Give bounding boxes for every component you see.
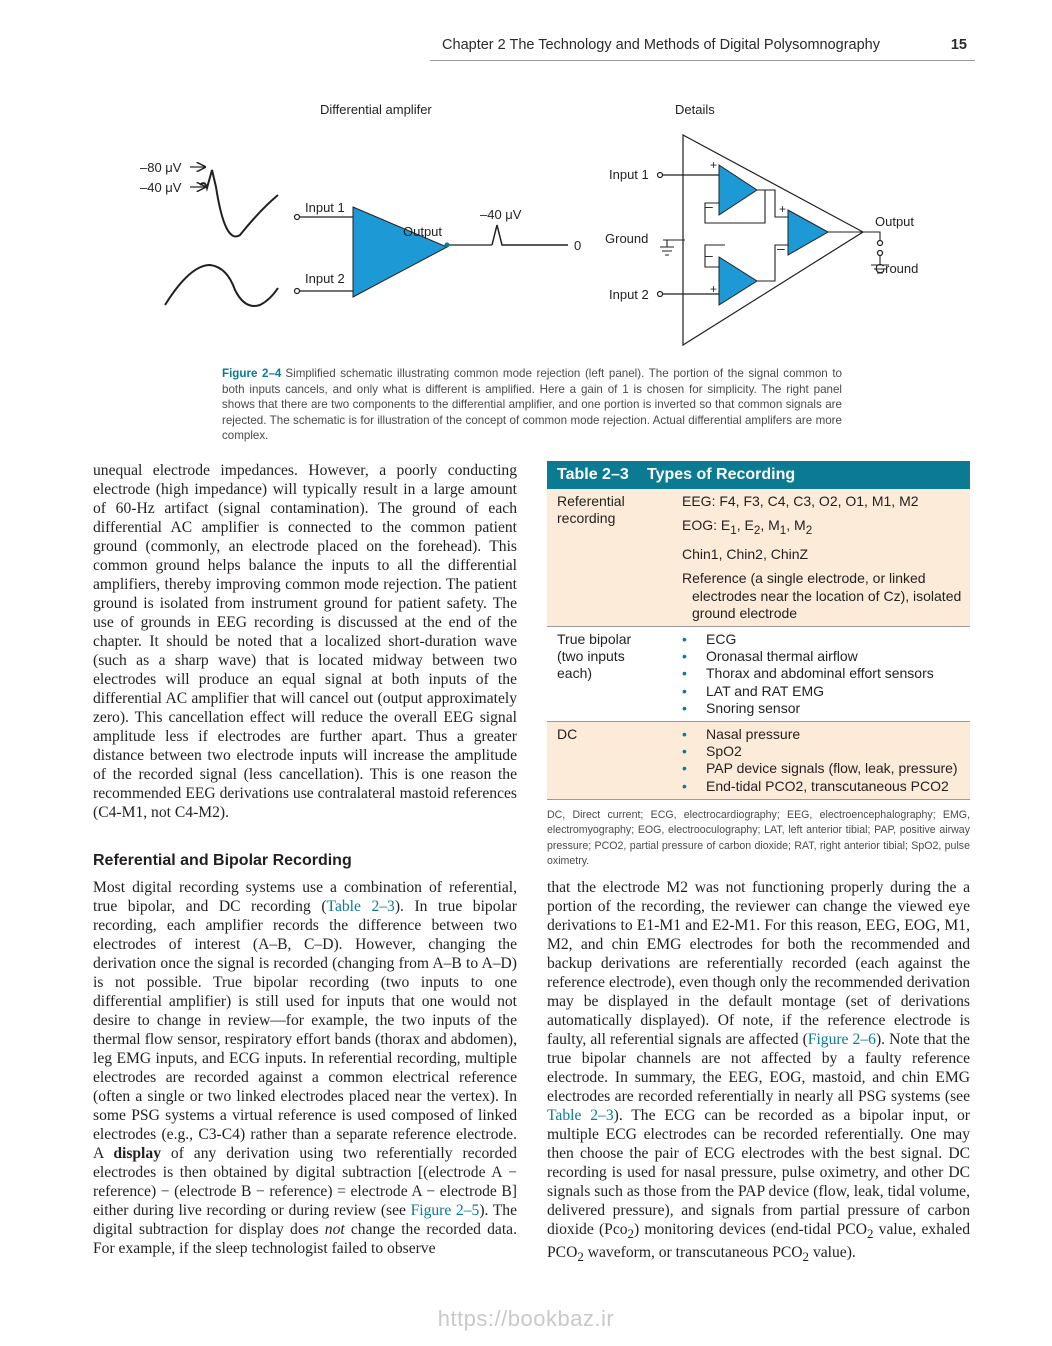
left-output-label: Output: [403, 224, 443, 239]
table-title: Types of Recording: [647, 466, 796, 483]
body-paragraph: Most digital recording systems use a combination of referential, true bipolar, and DC recording (Table 2–3). In true bipolar recording, each amplifier records the difference between two electrodes of interest (A–B, C–D). However, changing the derivation once the signal is recorded (changing from A–B to A–D) is not possible. True bipolar recording (two inputs to one differential amplifier) is still used for inputs that one would not desire to change in review—for example, the two inputs of the thermal flow sensor, respiratory effort bands (thorax and abdomen), leg EMG inputs, and ECG inputs. In referential recording, multiple electrodes are recorded against a common electrical reference (often a single or two linked electrodes placed near the vertex). In some PSG systems a virtual reference is used composed of linked electrodes (e.g., C3-C4) rather than a separate reference electrode. A display of any derivation using two referentially recorded electrodes is then obtained by digital subtraction [(electrode A − reference) − (electrode B − reference) = electrode A − electrode B] either during live recording or during review (see Figure 2–5). The digital subtraction for display does not change the recorded data. For example, if the sleep technologist failed to observe: [93, 879, 517, 1257]
figure-2-4: [135, 95, 935, 355]
plus-sign-bottom: +: [710, 282, 718, 296]
detail-output-label: Output: [875, 214, 915, 229]
internal-ground-symbol: [660, 240, 674, 255]
left-panel-title: Differential amplifer: [320, 102, 432, 117]
running-header: [430, 35, 975, 59]
list-item: • Thorax and abdominal effort sensors: [682, 665, 962, 682]
inner-amp-bottom: [719, 257, 757, 305]
table-reference-link[interactable]: Table 2–3: [326, 898, 395, 915]
table-row-referential: [547, 489, 970, 626]
list-item: • Snoring sensor: [682, 700, 962, 717]
row-label: Referential recording: [557, 493, 625, 527]
section-heading: Referential and Bipolar Recording: [93, 852, 352, 869]
detail-input2-terminal: [658, 292, 663, 297]
table-reference-link[interactable]: Table 2–3: [547, 1107, 614, 1124]
list-item: • End-tidal PCO2, transcutaneous PCO2: [682, 778, 962, 795]
output-amplitude-label: –40 μV: [480, 207, 522, 222]
chapter-title: Chapter 2 The Technology and Methods of Digital Polysomnography: [442, 37, 880, 53]
table-number: Table 2–3: [557, 466, 629, 483]
list-item: • PAP device signals (flow, leak, pressure): [682, 760, 962, 777]
left-output-terminal: [445, 243, 450, 248]
figure-caption-text: Simplified schematic illustrating common mode rejection (left panel). The portion of the signal common to both inputs cancels, and only what is different is amplified. Here a gain of 1 is chosen for simplicity. The right panel shows that there are two components to the differential amplifier, and one portion is inverted so that common signals are rejected. The schematic is for illustration of the concept of common mode rejection. Actual differential amplifers are more complex.: [222, 367, 842, 443]
left-input1-label: Input 1: [305, 200, 345, 215]
right-panel-title: Details: [675, 102, 715, 117]
row-label: DC: [557, 726, 578, 743]
list-item: • Oronasal thermal airflow: [682, 648, 962, 665]
table-2-3: [547, 461, 970, 870]
minus-sign-top: –: [705, 198, 713, 214]
detail-ground-terminal: [878, 251, 883, 256]
table-footnote: DC, Direct current; ECG, electrocardiography; EEG, electroencephalography; EMG, electromyography; EOG, electrooculography; LAT, left anterior tibial; PAP, positive airway pressure; PCO2, partial pressure of carbon dioxide; RAT, right anterior tibial; SpO2, pulse oximetry.: [547, 808, 970, 868]
detail-input2-label: Input 2: [609, 287, 649, 302]
inner-amp-final: [788, 210, 828, 255]
list-item: • Nasal pressure: [682, 726, 962, 743]
cell-eog: EOG: $E_1$, $E_2$, $M_1$, $M_2$: [682, 517, 813, 537]
table-title-bar: [547, 461, 970, 489]
left-column-bottom: [93, 878, 517, 1258]
minus-sign-final: –: [777, 240, 785, 256]
detail-input1-label: Input 1: [609, 167, 649, 182]
detail-ground-label: Ground: [605, 231, 649, 246]
inner-amp-top: [719, 165, 757, 215]
figure-label: Figure 2–4: [222, 367, 282, 380]
detail-input1-terminal: [658, 173, 663, 178]
output-zero-label: 0: [574, 238, 582, 253]
body-paragraph: unequal electrode impedances. However, a poorly conducting electrode (high impedance) will typically result in a large amount of 60-Hz artifact (signal contamination). The ground of each differential AC amplifier is connected to the common patient ground (commonly, an electrode placed on the forehead). This common ground helps balance the inputs to all the differential amplifiers, thereby improving common mode rejection. The patient ground is isolated from instrument ground for patient safety. The use of grounds in EEG recording is discussed at the end of the chapter. It should be noted that a localized short-duration wave (such as a sharp wave) that is located midway between two electrodes will produce an equal signal at both inputs of the differential AC amplifier that will cancel out (output approximately zero). This cancellation effect will reduce the overall EEG signal amplitude less if electrodes are further apart. Thus a greater distance between two electrode inputs will increase the amplitude of the recorded signal (less cancellation). This is one reason the recommended EEG derivations use contralateral mastoid references (C4-M1, not C4-M2).: [93, 462, 517, 821]
right-column-bottom: [547, 878, 970, 1266]
output-waveform: [492, 225, 568, 245]
row-label: True bipolar (two inputs each): [557, 631, 632, 682]
list-item: • LAT and RAT EMG: [682, 683, 962, 700]
label-minus40: –40 μV: [140, 180, 182, 195]
detail-ground-out-label: Ground: [875, 261, 919, 276]
detail-output-terminal: [878, 241, 883, 246]
left-input2-terminal: [295, 289, 300, 294]
plus-sign-top: +: [710, 158, 718, 172]
list-item: • SpO2: [682, 743, 962, 760]
left-input2-label: Input 2: [305, 271, 345, 286]
page-number: 15: [950, 37, 967, 53]
bottom-input-waveform: [165, 265, 278, 306]
left-input1-terminal: [295, 215, 300, 220]
minus-sign-bottom: –: [705, 247, 713, 263]
cell-chin: Chin1, Chin2, ChinZ: [682, 546, 809, 563]
top-input-waveform: [200, 170, 278, 236]
cell-eeg: EEG: F4, F3, C4, C3, O2, O1, M1, M2: [682, 493, 919, 509]
figure-reference-link[interactable]: Figure 2–6: [807, 1031, 876, 1048]
table-row-bipolar: [547, 627, 970, 721]
left-column-top: [93, 461, 517, 822]
cell-reference: Reference (a single electrode, or linked electrodes near the location of Cz), isolated ground electrode: [682, 570, 962, 621]
body-paragraph: that the electrode M2 was not functioning properly during the a portion of the recording, the reviewer can change the viewed eye derivations to E1-M1 and E2-M1. For this reason, EEG, EOG, M1, M2, and chin EMG electrodes for both the recommended and backup derivations are referentially recorded (each against the reference electrode), even though only the recommended derivation may be displayed in the default montage (set of derivations automatically displayed). Of note, if the reference electrode is faulty, all referential signals are affected (Figure 2–6). Note that the true bipolar channels are not affected by a faulty reference electrode. In summary, the EEG, EOG, mastoid, and chin EMG electrodes are recorded referentially in nearly all PSG systems (see Table 2–3). The ECG can be recorded as a bipolar input, or multiple ECG electrodes can be recorded referentially. One may then choose the pair of ECG electrodes with the best signal. DC recording is used for nasal pressure, pulse oximetry, and other DC signals such as those from the PAP device (flow, leak, tidal volume, delivered pressure), and signals from partial pressure of carbon dioxide (Pco$_2$) monitoring devices (end-tidal $PCO_2$ value, exhaled $PCO_2$ waveform, or transcutaneous $PCO_2$ value).: [547, 879, 970, 1265]
list-item: • ECG: [682, 631, 962, 648]
label-minus80: –80 μV: [140, 160, 182, 175]
figure-caption: [222, 366, 842, 444]
table-row-dc: [547, 722, 970, 799]
watermark: https://bookbaz.ir: [437, 1306, 615, 1331]
left-amplifier-triangle: [353, 207, 447, 297]
figure-reference-link[interactable]: Figure 2–5: [410, 1202, 480, 1219]
plus-sign-final: +: [779, 202, 787, 216]
header-rule: [430, 60, 975, 61]
